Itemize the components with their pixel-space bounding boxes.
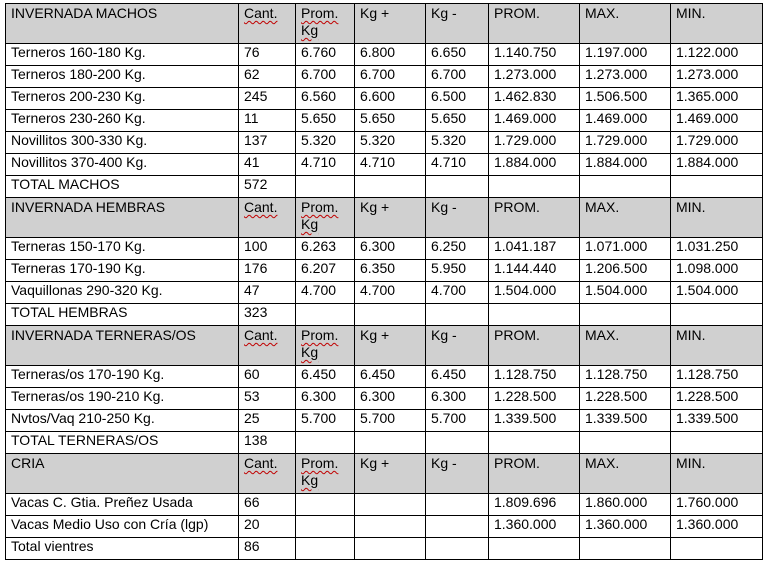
cell-cant: 11 <box>239 110 296 132</box>
empty-cell <box>296 432 355 454</box>
column-header-label: MIN. <box>676 5 706 21</box>
cell-kg-minus: 6.700 <box>426 66 489 88</box>
column-header <box>671 198 763 238</box>
row-label: Vacas C. Gtia. Preñez Usada <box>6 494 239 516</box>
column-header-label: MAX. <box>585 5 620 21</box>
column-header <box>580 198 671 238</box>
cell-max: 1.128.750 <box>580 366 671 388</box>
row-label: Terneros 230-260 Kg. <box>6 110 239 132</box>
cell-prom: 1.339.500 <box>489 410 580 432</box>
column-header-label: PROM. <box>494 199 540 215</box>
column-header <box>671 4 763 44</box>
cell-prom: 1.884.000 <box>489 154 580 176</box>
column-header-label: MAX. <box>585 199 620 215</box>
prices-table <box>5 3 763 560</box>
row-label: Terneras/os 170-190 Kg. <box>6 366 239 388</box>
column-header <box>355 454 426 494</box>
total-value: 323 <box>239 304 296 326</box>
cell-kg-plus: 5.700 <box>355 410 426 432</box>
cell-min: 1.098.000 <box>671 260 763 282</box>
empty-cell <box>426 176 489 198</box>
column-header <box>671 326 763 366</box>
table-row <box>6 88 763 110</box>
section-title: CRIA <box>6 454 239 494</box>
cell-min: 1.031.250 <box>671 238 763 260</box>
cell-prom-kg: 5.650 <box>296 110 355 132</box>
cell-max: 1.071.000 <box>580 238 671 260</box>
cell-prom-kg: 4.710 <box>296 154 355 176</box>
cell-min: 1.469.000 <box>671 110 763 132</box>
cell-max: 1.860.000 <box>580 494 671 516</box>
empty-cell <box>580 304 671 326</box>
cell-kg-minus: 6.500 <box>426 88 489 110</box>
table-row <box>6 154 763 176</box>
empty-cell <box>296 538 355 560</box>
cell-kg-minus <box>426 516 489 538</box>
cell-cant: 62 <box>239 66 296 88</box>
column-header <box>296 454 355 494</box>
row-label: Novillitos 300-330 Kg. <box>6 132 239 154</box>
cell-kg-plus: 6.300 <box>355 388 426 410</box>
total-label: Total vientres <box>6 538 239 560</box>
row-label: Nvtos/Vaq 210-250 Kg. <box>6 410 239 432</box>
empty-cell <box>671 538 763 560</box>
cell-kg-plus: 6.450 <box>355 366 426 388</box>
column-header-label: MIN. <box>676 199 706 215</box>
cell-kg-minus: 4.710 <box>426 154 489 176</box>
cell-prom-kg: 6.450 <box>296 366 355 388</box>
cell-kg-plus: 6.700 <box>355 66 426 88</box>
total-value: 138 <box>239 432 296 454</box>
cell-kg-plus <box>355 516 426 538</box>
column-header-label: Prom. Kg <box>301 327 339 360</box>
cell-cant: 100 <box>239 238 296 260</box>
cell-prom-kg: 6.207 <box>296 260 355 282</box>
cell-prom-kg: 6.560 <box>296 88 355 110</box>
cell-cant: 66 <box>239 494 296 516</box>
cell-kg-minus: 5.700 <box>426 410 489 432</box>
cell-prom-kg: 5.700 <box>296 410 355 432</box>
column-header <box>489 4 580 44</box>
cell-min: 1.339.500 <box>671 410 763 432</box>
column-header <box>580 454 671 494</box>
column-header <box>426 326 489 366</box>
column-header-label: Kg - <box>431 455 457 471</box>
column-header-label: Cant. <box>244 5 278 21</box>
table-row <box>6 516 763 538</box>
row-label: Terneros 180-200 Kg. <box>6 66 239 88</box>
cell-cant: 41 <box>239 154 296 176</box>
empty-cell <box>296 176 355 198</box>
cell-cant: 25 <box>239 410 296 432</box>
column-header <box>671 454 763 494</box>
empty-cell <box>489 538 580 560</box>
total-value: 572 <box>239 176 296 198</box>
cell-kg-minus <box>426 494 489 516</box>
empty-cell <box>296 304 355 326</box>
table-row <box>6 110 763 132</box>
cell-min: 1.360.000 <box>671 516 763 538</box>
cell-cant: 53 <box>239 388 296 410</box>
cell-prom: 1.228.500 <box>489 388 580 410</box>
column-header <box>580 326 671 366</box>
cell-prom-kg: 5.320 <box>296 132 355 154</box>
cell-min: 1.760.000 <box>671 494 763 516</box>
column-header-label: Kg + <box>360 5 390 21</box>
total-label: TOTAL HEMBRAS <box>6 304 239 326</box>
cell-kg-plus: 6.300 <box>355 238 426 260</box>
column-header-label: Cant. <box>244 327 278 343</box>
row-label: Terneras 170-190 Kg. <box>6 260 239 282</box>
table-row <box>6 282 763 304</box>
empty-cell <box>489 304 580 326</box>
column-header-label: Prom. Kg <box>301 455 339 488</box>
column-header <box>489 198 580 238</box>
cell-prom: 1.462.830 <box>489 88 580 110</box>
row-label: Terneros 160-180 Kg. <box>6 44 239 66</box>
cell-prom: 1.144.440 <box>489 260 580 282</box>
table-row <box>6 366 763 388</box>
cell-kg-plus: 5.320 <box>355 132 426 154</box>
table-row <box>6 494 763 516</box>
empty-cell <box>355 432 426 454</box>
cell-max: 1.504.000 <box>580 282 671 304</box>
empty-cell <box>489 176 580 198</box>
section-title: INVERNADA MACHOS <box>6 4 239 44</box>
cell-kg-plus: 5.650 <box>355 110 426 132</box>
column-header <box>239 4 296 44</box>
column-header-label: Cant. <box>244 455 278 471</box>
cell-cant: 245 <box>239 88 296 110</box>
cell-max: 1.197.000 <box>580 44 671 66</box>
table-row <box>6 238 763 260</box>
cell-prom: 1.504.000 <box>489 282 580 304</box>
cell-kg-minus: 6.300 <box>426 388 489 410</box>
row-label: Vaquillonas 290-320 Kg. <box>6 282 239 304</box>
cell-min: 1.122.000 <box>671 44 763 66</box>
empty-cell <box>355 304 426 326</box>
cell-kg-plus <box>355 494 426 516</box>
empty-cell <box>355 538 426 560</box>
cell-max: 1.729.000 <box>580 132 671 154</box>
column-header-label: PROM. <box>494 5 540 21</box>
table-row <box>6 132 763 154</box>
cell-max: 1.228.500 <box>580 388 671 410</box>
cell-kg-minus: 6.450 <box>426 366 489 388</box>
total-row <box>6 304 763 326</box>
cell-kg-minus: 5.650 <box>426 110 489 132</box>
column-header <box>426 454 489 494</box>
column-header <box>580 4 671 44</box>
column-header <box>296 4 355 44</box>
total-row <box>6 176 763 198</box>
cell-kg-minus: 5.320 <box>426 132 489 154</box>
column-header-label: MIN. <box>676 327 706 343</box>
cell-prom: 1.809.696 <box>489 494 580 516</box>
cell-prom-kg: 6.700 <box>296 66 355 88</box>
section-title: INVERNADA TERNERAS/OS <box>6 326 239 366</box>
cell-prom: 1.360.000 <box>489 516 580 538</box>
row-label: Vacas Medio Uso con Cría (lgp) <box>6 516 239 538</box>
column-header <box>355 326 426 366</box>
cell-min: 1.128.750 <box>671 366 763 388</box>
section-header-row <box>6 4 763 44</box>
column-header-label: Prom. Kg <box>301 199 339 232</box>
empty-cell <box>671 304 763 326</box>
table-row <box>6 44 763 66</box>
column-header <box>489 326 580 366</box>
cell-kg-minus: 5.950 <box>426 260 489 282</box>
cell-min: 1.884.000 <box>671 154 763 176</box>
cell-cant: 137 <box>239 132 296 154</box>
total-value: 86 <box>239 538 296 560</box>
empty-cell <box>671 176 763 198</box>
column-header <box>489 454 580 494</box>
column-header-label: Kg + <box>360 199 390 215</box>
column-header <box>296 326 355 366</box>
cell-min: 1.365.000 <box>671 88 763 110</box>
cell-max: 1.206.500 <box>580 260 671 282</box>
section-header-row <box>6 454 763 494</box>
column-header-label: Kg - <box>431 5 457 21</box>
cell-prom: 1.041.187 <box>489 238 580 260</box>
empty-cell <box>426 304 489 326</box>
column-header <box>355 4 426 44</box>
cell-prom-kg <box>296 516 355 538</box>
cell-prom-kg <box>296 494 355 516</box>
column-header <box>355 198 426 238</box>
cell-prom: 1.469.000 <box>489 110 580 132</box>
empty-cell <box>355 176 426 198</box>
column-header-label: Kg + <box>360 327 390 343</box>
cell-cant: 20 <box>239 516 296 538</box>
row-label: Novillitos 370-400 Kg. <box>6 154 239 176</box>
cell-prom: 1.140.750 <box>489 44 580 66</box>
empty-cell <box>671 432 763 454</box>
cell-kg-plus: 4.710 <box>355 154 426 176</box>
column-header <box>296 198 355 238</box>
cell-cant: 76 <box>239 44 296 66</box>
column-header-label: PROM. <box>494 327 540 343</box>
cell-min: 1.729.000 <box>671 132 763 154</box>
empty-cell <box>580 538 671 560</box>
cell-prom-kg: 4.700 <box>296 282 355 304</box>
cell-kg-minus: 6.650 <box>426 44 489 66</box>
cell-max: 1.339.500 <box>580 410 671 432</box>
total-row <box>6 432 763 454</box>
section-title: INVERNADA HEMBRAS <box>6 198 239 238</box>
column-header-label: PROM. <box>494 455 540 471</box>
column-header-label: MIN. <box>676 455 706 471</box>
column-header-label: Kg - <box>431 199 457 215</box>
column-header-label: MAX. <box>585 455 620 471</box>
column-header-label: Prom. Kg <box>301 5 339 38</box>
total-label: TOTAL TERNERAS/OS <box>6 432 239 454</box>
cell-cant: 176 <box>239 260 296 282</box>
column-header-label: MAX. <box>585 327 620 343</box>
cell-prom: 1.128.750 <box>489 366 580 388</box>
cell-cant: 60 <box>239 366 296 388</box>
cell-kg-plus: 6.600 <box>355 88 426 110</box>
cell-min: 1.228.500 <box>671 388 763 410</box>
column-header <box>426 4 489 44</box>
cell-kg-minus: 6.250 <box>426 238 489 260</box>
column-header <box>239 198 296 238</box>
table-row <box>6 66 763 88</box>
cell-cant: 47 <box>239 282 296 304</box>
total-row <box>6 538 763 560</box>
table-body <box>6 4 763 560</box>
cell-prom-kg: 6.300 <box>296 388 355 410</box>
empty-cell <box>580 432 671 454</box>
cell-kg-plus: 6.800 <box>355 44 426 66</box>
empty-cell <box>426 538 489 560</box>
cell-max: 1.273.000 <box>580 66 671 88</box>
empty-cell <box>489 432 580 454</box>
cell-prom-kg: 6.263 <box>296 238 355 260</box>
table-row <box>6 260 763 282</box>
row-label: Terneros 200-230 Kg. <box>6 88 239 110</box>
cell-kg-minus: 4.700 <box>426 282 489 304</box>
cell-max: 1.506.500 <box>580 88 671 110</box>
column-header-label: Kg - <box>431 327 457 343</box>
column-header <box>239 326 296 366</box>
row-label: Terneras/os 190-210 Kg. <box>6 388 239 410</box>
column-header-label: Cant. <box>244 199 278 215</box>
column-header <box>239 454 296 494</box>
cell-prom-kg: 6.760 <box>296 44 355 66</box>
cell-max: 1.360.000 <box>580 516 671 538</box>
cell-prom: 1.273.000 <box>489 66 580 88</box>
row-label: Terneras 150-170 Kg. <box>6 238 239 260</box>
cell-max: 1.884.000 <box>580 154 671 176</box>
column-header <box>426 198 489 238</box>
section-header-row <box>6 198 763 238</box>
column-header-label: Kg + <box>360 455 390 471</box>
section-header-row <box>6 326 763 366</box>
total-label: TOTAL MACHOS <box>6 176 239 198</box>
cell-kg-plus: 6.350 <box>355 260 426 282</box>
cell-max: 1.469.000 <box>580 110 671 132</box>
empty-cell <box>580 176 671 198</box>
cell-kg-plus: 4.700 <box>355 282 426 304</box>
empty-cell <box>426 432 489 454</box>
cell-min: 1.504.000 <box>671 282 763 304</box>
cell-min: 1.273.000 <box>671 66 763 88</box>
table-row <box>6 388 763 410</box>
table-row <box>6 410 763 432</box>
cell-prom: 1.729.000 <box>489 132 580 154</box>
